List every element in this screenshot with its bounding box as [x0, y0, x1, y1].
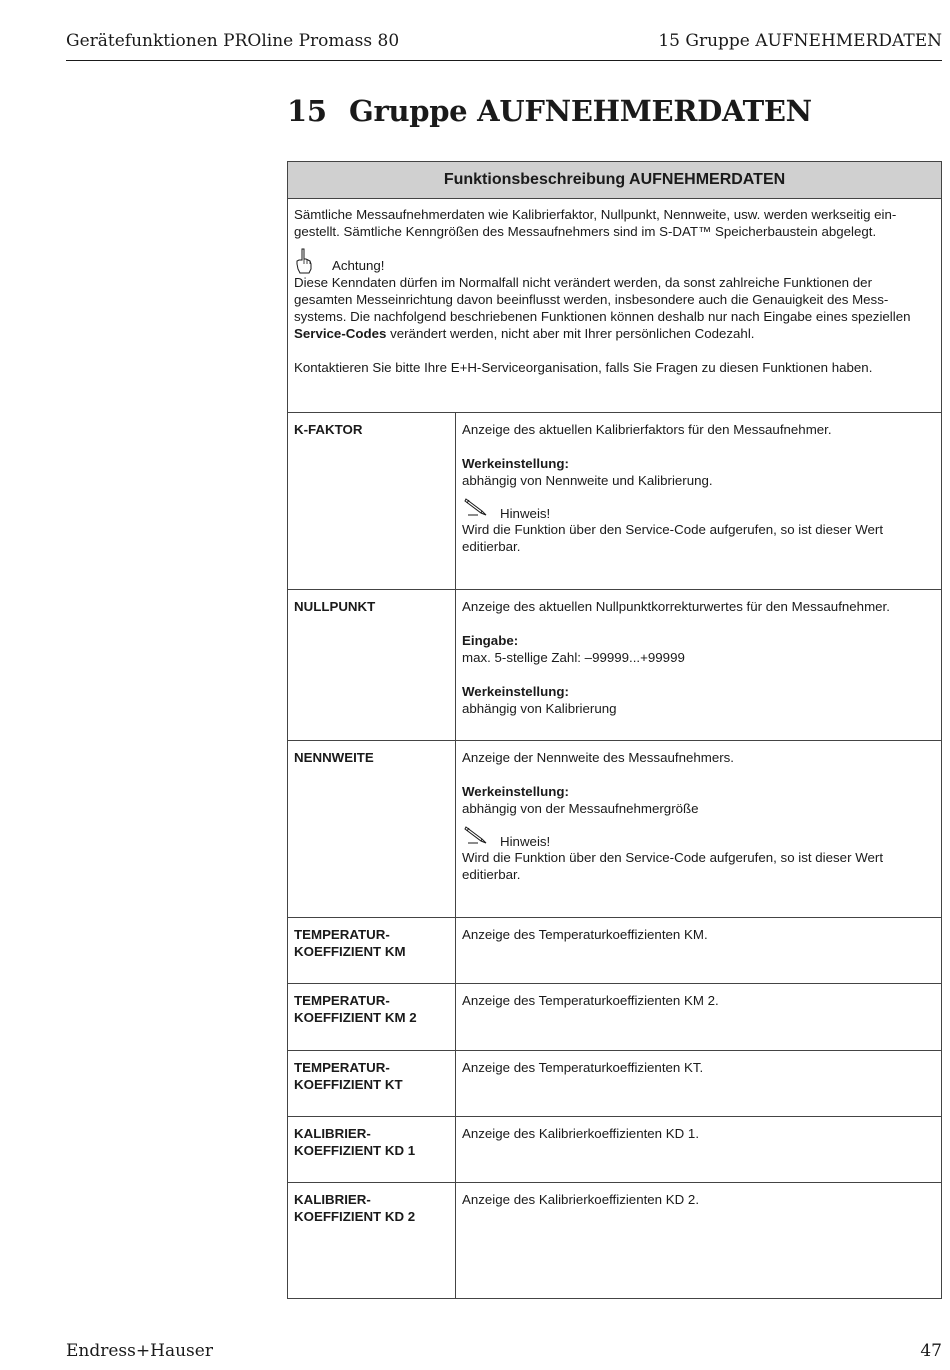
factory-setting-value: abhängig von der Messaufnehmergröße: [462, 801, 699, 816]
contact-line: Kontaktieren Sie bitte Ihre E+H-Serviceorganisation, falls Sie Fragen zu diesen Funktionen haben.: [294, 360, 873, 375]
table-row: [288, 413, 941, 590]
note-label: Hinweis!: [500, 834, 551, 849]
description-text: Anzeige des aktuellen Nullpunktkorrekturwertes für den Messaufnehmer.: [462, 599, 890, 614]
note-header: [462, 823, 935, 849]
function-name: K-FAKTOR: [288, 413, 456, 589]
note-line: Wird die Funktion über den Service-Code aufgerufen, so ist dieser Wert: [462, 522, 884, 537]
header-rule: [66, 60, 942, 61]
running-header-right: 15 Gruppe AUFNEHMERDATEN: [658, 31, 942, 51]
function-description: [456, 1117, 941, 1182]
table-row: [288, 741, 941, 918]
note-line: editierbar.: [462, 539, 521, 554]
function-name-line: KOEFFIZIENT KM 2: [294, 1010, 417, 1025]
caution-header: [294, 246, 935, 274]
caution-line: systems. Die nachfolgend beschriebenen Funktionen können deshalb nur nach Eingabe eines speziellen: [294, 309, 911, 324]
function-description: [456, 984, 941, 1050]
function-name: [288, 918, 456, 983]
table-intro: [288, 199, 941, 413]
factory-setting-label: Werkeinstellung:: [462, 784, 569, 799]
caution-label: Achtung!: [332, 258, 385, 273]
function-name: [288, 1183, 456, 1299]
factory-setting-label: Werkeinstellung:: [462, 684, 569, 699]
function-description: [456, 1051, 941, 1116]
function-name: NENNWEITE: [288, 741, 456, 917]
description-text: Anzeige des Temperaturkoeffizienten KM.: [462, 927, 708, 942]
table-row: [288, 1183, 941, 1299]
function-name-line: KOEFFIZIENT KD 1: [294, 1143, 416, 1158]
function-name-line: TEMPERATUR-: [294, 1060, 390, 1075]
table-row: [288, 590, 941, 741]
table-row: [288, 918, 941, 984]
input-value: max. 5-stellige Zahl: –99999...+99999: [462, 650, 685, 665]
caution-line: [294, 325, 935, 342]
description-text: Anzeige des aktuellen Kalibrierfaktors für den Messaufnehmer.: [462, 422, 832, 437]
note-line: editierbar.: [462, 867, 521, 882]
function-description: [456, 918, 941, 983]
function-name-line: KOEFFIZIENT KD 2: [294, 1209, 416, 1224]
chapter-title-text: Gruppe AUFNEHMERDATEN: [349, 94, 812, 128]
table-heading: Funktionsbeschreibung AUFNEHMERDATEN: [288, 162, 941, 199]
note-header: [462, 495, 935, 521]
intro-line: gestellt. Sämtliche Kenngrößen des Messaufnehmers sind im S-DAT™ Speicherbaustein abgelegt.: [294, 224, 877, 239]
chapter-title: [287, 94, 812, 128]
function-name: NULLPUNKT: [288, 590, 456, 740]
intro-line: Sämtliche Messaufnehmerdaten wie Kalibrierfaktor, Nullpunkt, Nennweite, usw. werden werkseitig ein-: [294, 207, 897, 222]
function-name: [288, 1117, 456, 1182]
table-row: [288, 984, 941, 1051]
function-description: [456, 741, 941, 917]
function-description: [456, 590, 941, 740]
caution-line: gesamten Messeinrichtung davon beeinflusst werden, insbesondere auch die Genauigkeit des Mess-: [294, 292, 889, 307]
function-name-line: KOEFFIZIENT KT: [294, 1077, 403, 1092]
function-name: [288, 984, 456, 1050]
function-name-line: KALIBRIER-: [294, 1192, 371, 1207]
page-number: 47: [920, 1341, 942, 1361]
caution-line: Diese Kenndaten dürfen im Normalfall nicht verändert werden, da sonst zahlreiche Funktionen der: [294, 275, 872, 290]
pencil-note-icon: [464, 497, 488, 517]
table-row: [288, 1117, 941, 1183]
function-name-line: TEMPERATUR-: [294, 927, 390, 942]
function-name: [288, 1051, 456, 1116]
note-line: Wird die Funktion über den Service-Code aufgerufen, so ist dieser Wert: [462, 850, 884, 865]
running-header-left: Gerätefunktionen PROline Promass 80: [66, 31, 400, 51]
function-name-line: KALIBRIER-: [294, 1126, 371, 1141]
footer-brand: Endress+Hauser: [66, 1341, 213, 1361]
input-label: Eingabe:: [462, 633, 519, 648]
function-table: [287, 161, 942, 1299]
factory-setting-value: abhängig von Kalibrierung: [462, 701, 617, 716]
factory-setting-label: Werkeinstellung:: [462, 456, 569, 471]
table-row: [288, 1051, 941, 1117]
function-name-line: KOEFFIZIENT KM: [294, 944, 406, 959]
description-text: Anzeige des Kalibrierkoeffizienten KD 2.: [462, 1192, 700, 1207]
pointing-hand-icon: [296, 248, 312, 274]
function-description: [456, 413, 941, 589]
caution-tail: verändert werden, nicht aber mit Ihrer persönlichen Codezahl.: [386, 326, 755, 341]
function-description: [456, 1183, 941, 1299]
factory-setting-value: abhängig von Nennweite und Kalibrierung.: [462, 473, 713, 488]
chapter-number: 15: [287, 94, 327, 128]
pencil-note-icon: [464, 825, 488, 845]
function-name-line: TEMPERATUR-: [294, 993, 390, 1008]
description-text: Anzeige des Temperaturkoeffizienten KT.: [462, 1060, 704, 1075]
service-code-term: Service-Codes: [294, 326, 387, 341]
description-text: Anzeige des Temperaturkoeffizienten KM 2.: [462, 993, 719, 1008]
description-text: Anzeige der Nennweite des Messaufnehmers.: [462, 750, 734, 765]
note-label: Hinweis!: [500, 506, 551, 521]
description-text: Anzeige des Kalibrierkoeffizienten KD 1.: [462, 1126, 700, 1141]
